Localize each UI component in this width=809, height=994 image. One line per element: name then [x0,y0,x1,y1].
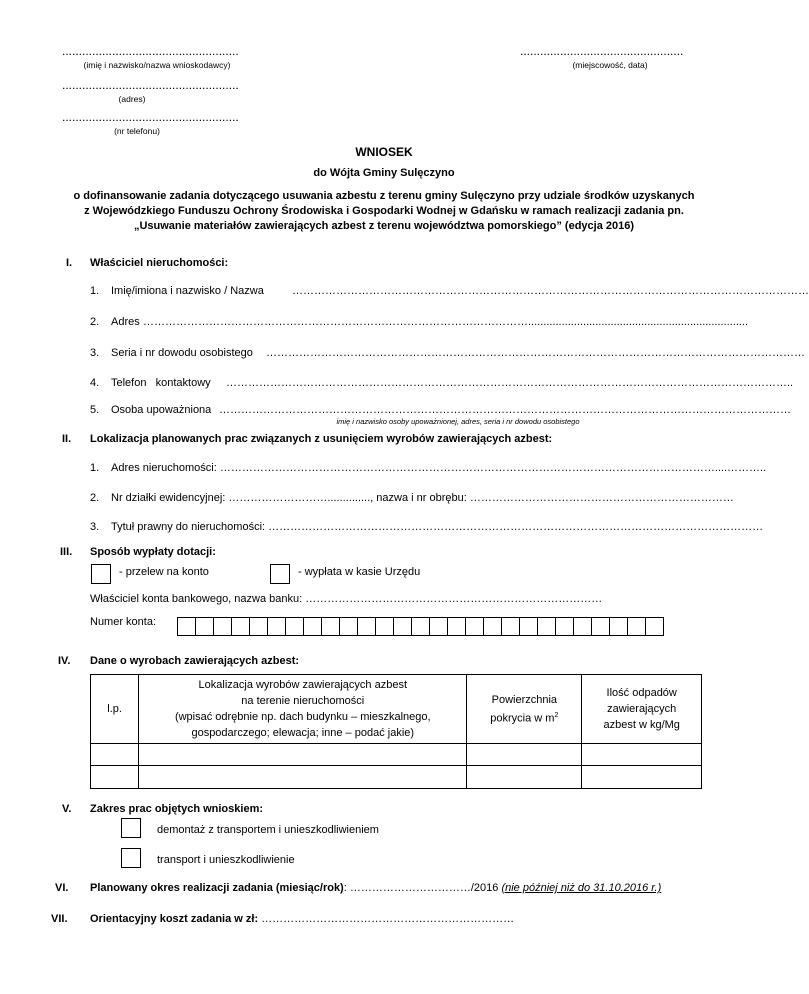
s1-item2-field[interactable]: ……………………………………………………………………………………………........................................................................ [143,316,749,328]
s1-item5-field[interactable]: ………………………………………………………………………………………………………………………………………… [219,404,791,416]
section-5-number: V. [62,803,72,815]
asbestos-table [90,674,702,789]
name-dots[interactable]: ..................................................... [62,44,239,58]
s1-item4-label: Telefon kontaktowy [111,377,211,389]
table-cell[interactable] [91,766,139,789]
s1-item4-num: 4. [90,377,100,389]
transfer-checkbox[interactable] [91,564,111,584]
cash-checkbox[interactable] [270,564,290,584]
table-cell[interactable] [467,766,582,789]
section-2-title: Lokalizacja planowanych prac związanych z usunięciem wyrobów zawierających azbest: [90,433,553,445]
phone-caption: (nr telefonu) [114,126,160,136]
name-caption: (imię i nazwisko/nazwa wnioskodawcy) [83,60,231,70]
s1-item5-caption: imię i nazwisko osoby upoważnionej, adres, seria i nr dowodu osobistego [336,417,580,426]
section-7-number: VII. [51,913,68,925]
section-5-title: Zakres prac objętych wnioskiem: [90,803,264,815]
s2-item3-num: 3. [90,521,100,533]
section-6-number: VI. [55,882,69,894]
document-addressee: do Wójta Gminy Sulęczyno [313,167,455,179]
dismantle-checkbox[interactable] [121,818,141,838]
section-6-field[interactable]: : ……………………………/2016 [343,882,499,894]
section-1-title: Właściciel nieruchomości: [90,257,229,269]
table-cell[interactable] [139,766,467,789]
section-3-number: III. [60,546,73,558]
transport-label: transport i unieszkodliwienie [157,854,295,866]
s1-item3-field[interactable]: ………………………………………………………………………………………………………………………………… [266,347,805,359]
table-cell[interactable] [582,744,702,766]
s1-item4-field[interactable]: ……………………………………………………………………………………………………………………………………….. [226,377,794,389]
transport-checkbox[interactable] [121,848,141,868]
s1-item5-label: Osoba upoważniona [111,404,212,416]
place-date-dots[interactable]: ................................................. [520,44,684,58]
document-description-1: o dofinansowanie zadania dotyczącego usuwania azbestu z terenu gminy Sulęczyno przy udziale środków uzyskanych [73,190,695,202]
s1-item5-num: 5. [90,404,100,416]
s1-item3-label: Seria i nr dowodu osobistego [111,347,253,359]
table-row[interactable] [91,744,702,766]
s2-item1-num: 1. [90,462,100,474]
col-waste-amount: Ilość odpadów zawierających azbest w kg/Mg [582,675,702,744]
table-row[interactable] [91,766,702,789]
s1-item1-num: 1. [90,285,100,297]
address-caption: (adres) [118,94,146,104]
s1-item3-num: 3. [90,347,100,359]
table-cell[interactable] [467,744,582,766]
account-number-label: Numer konta: [90,616,157,628]
section-7-field[interactable]: …………………………………………………………… [261,913,515,925]
cash-label: - wypłata w kasie Urzędu [298,566,421,578]
section-6-title: Planowany okres realizacji zadania (miesiąc/rok) [90,882,344,894]
document-title: WNIOSEK [355,145,413,159]
s2-item2-field[interactable]: Nr działki ewidencyjnej: ……………………….............., nazwa i nr obrębu: ……………………………………………………………… [111,492,734,504]
section-6-line[interactable] [90,882,661,894]
s2-item3-field[interactable]: Tytuł prawny do nieruchomości: ……………………………………………………………………………………………………………………… [111,521,764,533]
section-3-title: Sposób wypłaty dotacji: [90,546,216,558]
col-location: Lokalizacja wyrobów zawierających azbest na terenie nieruchomości (wpisać odrębnie np. dach budynku – mieszkalnego, gospodarczego; elewacja; inne – podać jakie) [139,675,467,744]
section-7-title: Orientacyjny koszt zadania w zł: [90,913,259,925]
section-7-line[interactable] [90,913,514,925]
phone-dots[interactable]: ..................................................... [62,110,239,124]
s1-item2-num: 2. [90,316,100,328]
address-dots[interactable]: ..................................................... [62,78,239,92]
col-lp: l.p. [91,675,139,744]
section-4-title: Dane o wyrobach zawierających azbest: [90,655,300,667]
col-area: Powierzchnia pokrycia w $m^2$ [467,675,582,744]
s2-item1-field[interactable]: Adres nieruchomości: ………………………………………………………………………………………………………………………....……….. [111,462,767,474]
table-header-row [91,675,702,744]
s1-item1-field[interactable]: …………………………………………………………………………………………………………………………… [292,285,809,297]
dismantle-label: demontaż z transportem i unieszkodliwieniem [157,824,379,836]
transfer-label: - przelew na konto [119,566,209,578]
section-1-number: I. [66,257,73,269]
table-cell[interactable] [582,766,702,789]
table-cell[interactable] [139,744,467,766]
bank-owner-field[interactable]: Właściciel konta bankowego, nazwa banku: ……………………………………………………………………… [90,593,603,605]
s1-item2-label: Adres [111,316,140,328]
section-4-number: IV. [58,655,71,667]
section-6-note: (nie później niż do 31.10.2016 r.) [501,882,662,894]
document-description-2: z Wojewódzkiego Funduszu Ochrony Środowiska i Gospodarki Wodnej w Gdańsku w ramach realizacji zadania pn. [84,205,684,217]
account-number-boxes[interactable] [178,617,664,636]
s2-item2-num: 2. [90,492,100,504]
document-description-3: „Usuwanie materiałów zawierających azbest z terenu województwa pomorskiego” (edycja 2016) [133,220,635,232]
place-date-caption: (miejscowość, data) [572,60,648,70]
s1-item1-label: Imię/imiona i nazwisko / Nazwa [111,285,264,297]
section-2-number: II. [62,433,72,445]
table-cell[interactable] [91,744,139,766]
